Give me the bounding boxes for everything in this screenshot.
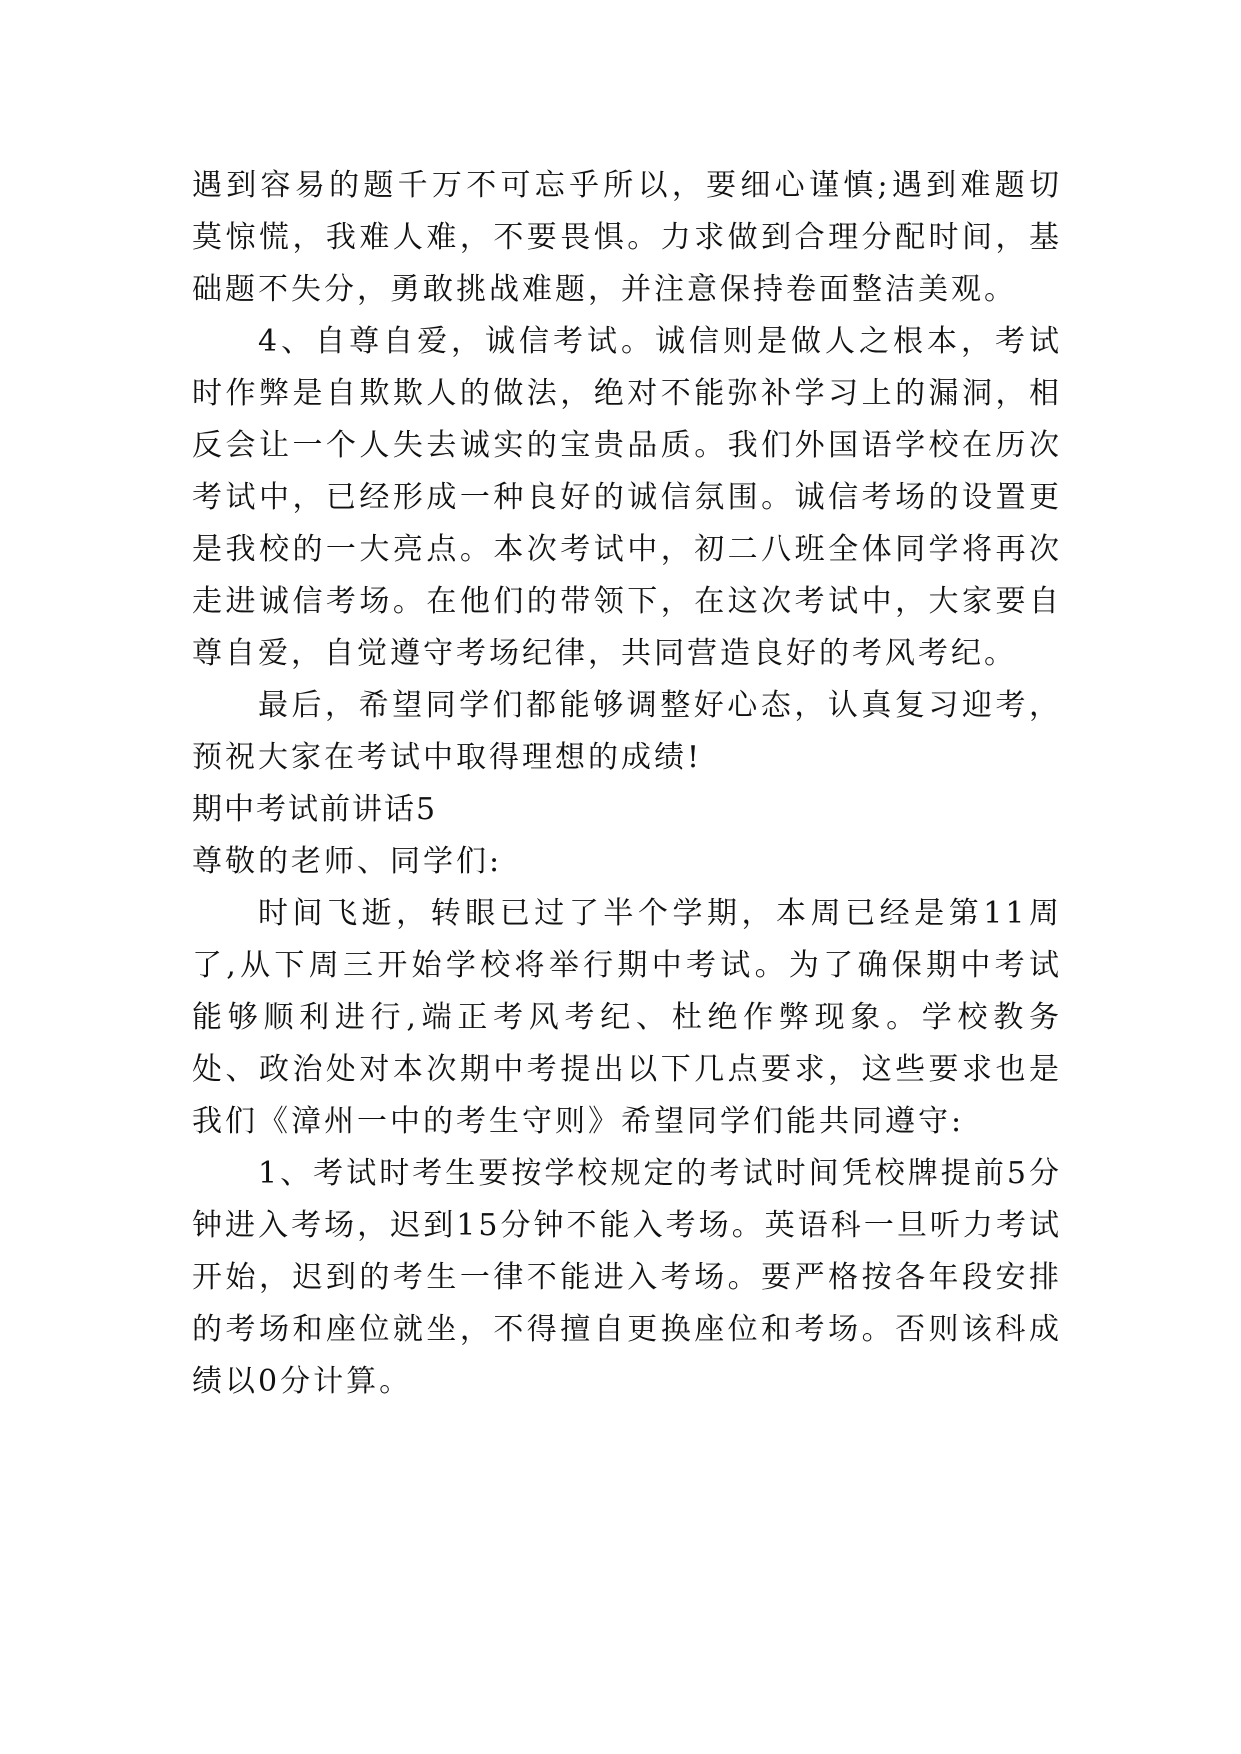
section-heading: 期中考试前讲话5 — [192, 792, 438, 827]
paragraph-rule-1: 1、考试时考生要按学校规定的考试时间凭校牌提前5分钟进入考场，迟到15分钟不能入考场。英语科一旦听力考试开始，迟到的考生一律不能进入考场。要严格按各年段安排的考场和座位就坐，不得擅自更换座位和考场。否则该科成绩以0分计算。 — [192, 1156, 1062, 1399]
paragraph-integrity-exam: 4、自尊自爱，诚信考试。诚信则是做人之根本，考试时作弊是自欺欺人的做法，绝对不能弥补学习上的漏洞，相反会让一个人失去诚实的宝贵品质。我们外国语学校在历次考试中，已经形成一种良好的诚信氛围。诚信考场的设置更是我校的一大亮点。本次考试中，初二八班全体同学将再次走进诚信考场。在他们的带领下，在这次考试中，大家要自尊自爱，自觉遵守考场纪律，共同营造良好的考风考纪。 — [192, 324, 1062, 671]
paragraph-midterm-intro: 时间飞逝，转眼已过了半个学期，本周已经是第11周了,从下周三开始学校将举行期中考试。为了确保期中考试能够顺利进行,端正考风考纪、杜绝作弊现象。学校教务处、政治处对本次期中考提出以下几点要求，这些要求也是我们《漳州一中的考生守则》希望同学们能共同遵守: — [192, 896, 1062, 1139]
paragraph-exam-attitude-continued: 遇到容易的题千万不可忘乎所以，要细心谨慎;遇到难题切莫惊慌，我难人难，不要畏惧。力求做到合理分配时间，基础题不失分，勇敢挑战难题，并注意保持卷面整洁美观。 — [192, 168, 1062, 307]
salutation: 尊敬的老师、同学们: — [192, 844, 503, 879]
document-body — [192, 160, 1062, 1408]
paragraph-closing-wishes: 最后，希望同学们都能够调整好心态，认真复习迎考，预祝大家在考试中取得理想的成绩! — [192, 688, 1062, 775]
